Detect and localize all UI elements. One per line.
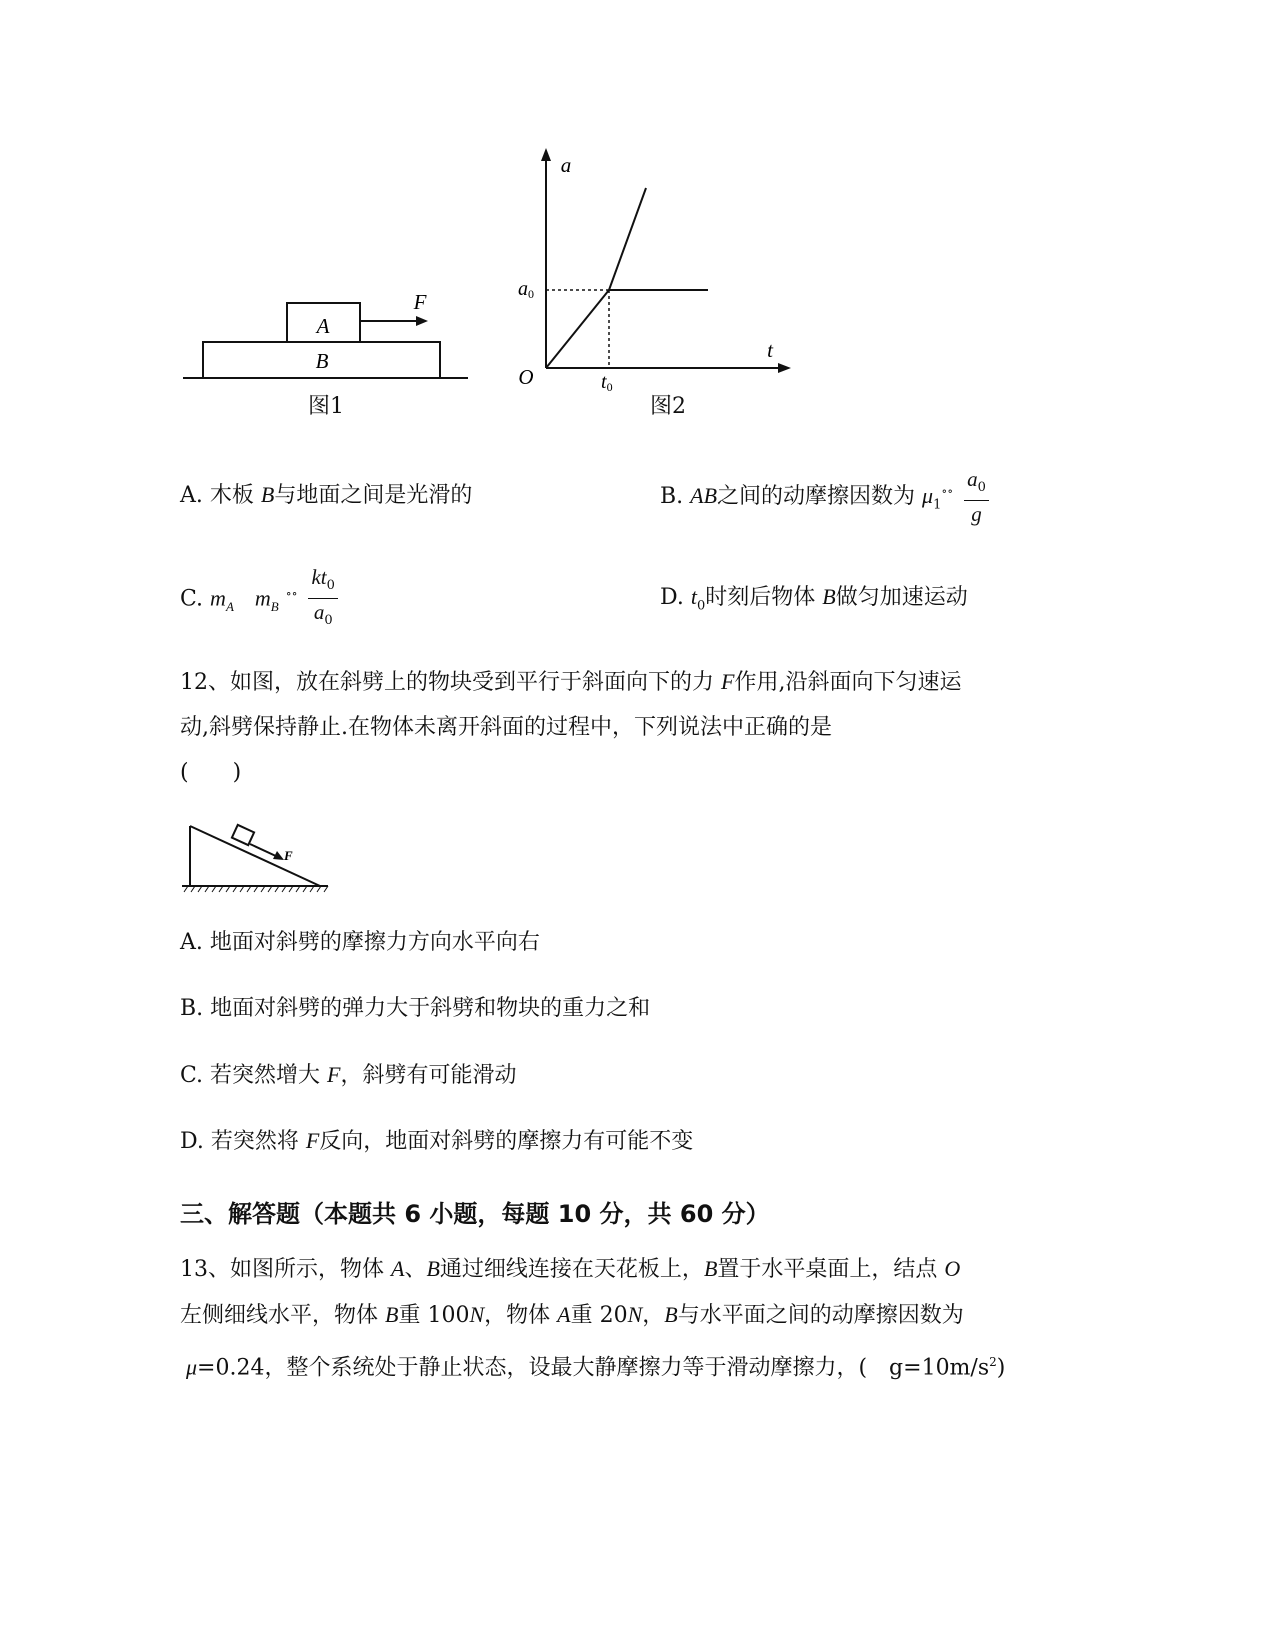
- q12-option-c: C. 若突然增大 F，斜劈有可能滑动: [180, 1062, 517, 1088]
- wedge-slope: [190, 826, 320, 886]
- figure-1-caption: 图1: [308, 394, 344, 419]
- wedge-figure: [180, 820, 340, 900]
- q12-option-d: D. 若突然将 F反向，地面对斜劈的摩擦力有可能不变: [180, 1128, 694, 1154]
- q11-option-a: A. 木板 B与地面之间是光滑的: [180, 482, 473, 508]
- wedge-force-label: F: [284, 848, 293, 863]
- x-axis-label: t: [767, 338, 773, 362]
- q12-option-a: A. 地面对斜劈的摩擦力方向水平向右: [180, 930, 540, 955]
- figure-2-caption: 图2: [650, 394, 686, 419]
- q11-option-d: D. $t_0$时刻后物体 B做匀加速运动: [660, 584, 968, 614]
- q11-option-b: B. AB之间的动摩擦因数为 $\mu_1^{\circ\circ}$ $\frac{a_0}{g}$: [660, 467, 989, 527]
- q12-option-b: B. 地面对斜劈的弹力大于斜劈和物块的重力之和: [180, 996, 651, 1021]
- a0-label: a0: [518, 278, 534, 301]
- q12-stem-line-2: 动,斜劈保持静止.在物体未离开斜面的过程中，下列说法中正确的是: [180, 715, 832, 740]
- y-axis-label: a: [560, 153, 572, 177]
- curve-rise: [546, 290, 609, 368]
- figure-2: [510, 145, 800, 400]
- block-a-label: A: [316, 314, 330, 338]
- wedge-block: [232, 825, 254, 845]
- q12-stem-line-1: 12、如图，放在斜劈上的物块受到平行于斜面向下的力 F作用,沿斜面向下匀速运: [180, 669, 962, 695]
- q13-line-1: 13、如图所示，物体 A、B通过细线连接在天花板上，B置于水平桌面上，结点 O: [180, 1256, 961, 1282]
- q11-option-c: C. $m_A$ $m_B$ ∘∘ $\frac{kt_0}{a_0}$: [180, 565, 338, 634]
- x-axis-arrow: [778, 363, 791, 373]
- q12-answer-blank: ( ): [180, 760, 242, 785]
- origin-label: O: [518, 365, 534, 389]
- q11-b-fraction: $\frac{a_0}{g}$: [964, 467, 989, 527]
- board-b-label: B: [315, 349, 329, 373]
- q13-line-2: 左侧细线水平，物体 B重 100N，物体 A重 20N，B与水平面之间的动摩擦因数为: [180, 1302, 964, 1328]
- t0-label: t0: [601, 371, 613, 394]
- force-label: F: [413, 290, 427, 314]
- section-heading: 三、解答题（本题共 6 小题，每题 10 分，共 60 分）: [180, 1200, 770, 1228]
- y-axis-arrow: [541, 148, 551, 161]
- curve-steep: [609, 188, 646, 290]
- q13-line-3: μ=0.24，整个系统处于静止状态，设最大静摩擦力等于滑动摩擦力，( $g=10m/s^2$): [186, 1354, 1006, 1381]
- q11-c-fraction: $\frac{kt_0}{a_0}$: [308, 565, 337, 634]
- force-arrow-head: [416, 316, 428, 326]
